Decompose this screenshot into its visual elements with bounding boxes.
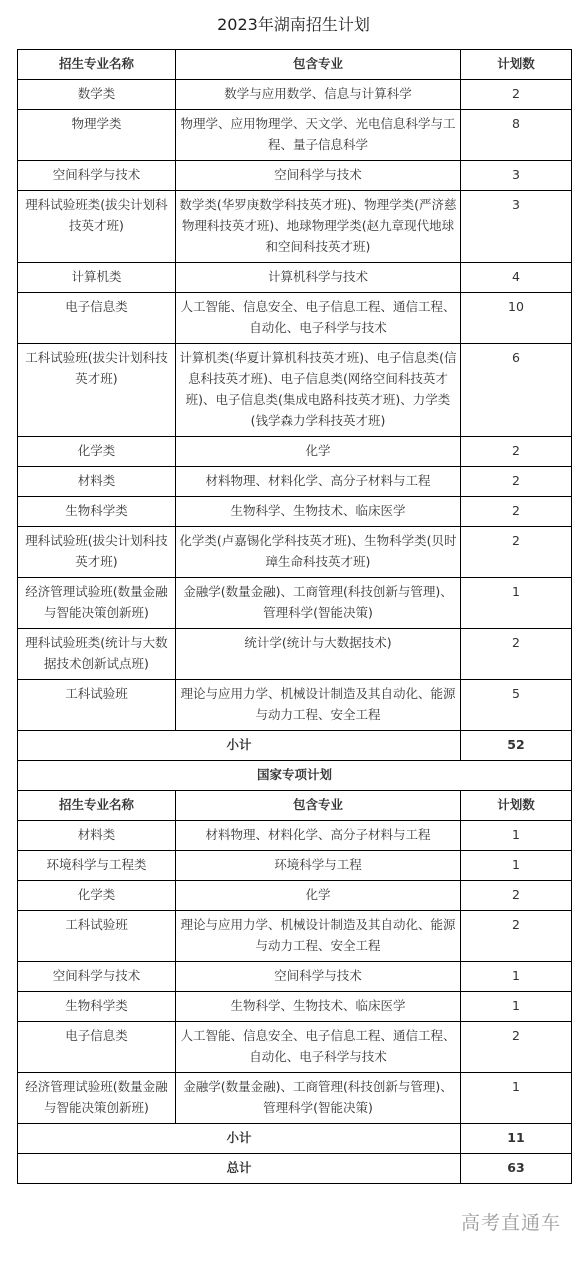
table-row — [18, 161, 572, 191]
plan-count: 8 — [461, 110, 572, 161]
header-name: 招生专业名称 — [18, 791, 176, 821]
plan-count: 2 — [461, 467, 572, 497]
plan-count: 2 — [461, 1022, 572, 1073]
table-row — [18, 344, 572, 437]
table-row — [18, 1073, 572, 1124]
plan-count: 2 — [461, 527, 572, 578]
table-row — [18, 992, 572, 1022]
subtotal-row-special — [18, 1124, 572, 1154]
table-row — [18, 191, 572, 263]
included-majors: 理论与应用力学、机械设计制造及其自动化、能源与动力工程、安全工程 — [176, 911, 461, 962]
plan-count: 2 — [461, 437, 572, 467]
program-name: 化学类 — [18, 881, 176, 911]
total-row-value: 63 — [461, 1154, 572, 1184]
program-name: 生物科学类 — [18, 992, 176, 1022]
included-majors: 数学类(华罗庚数学科技英才班)、物理学类(严济慈物理科技英才班)、地球物理学类(赵九章现代地球和空间科技英才班) — [176, 191, 461, 263]
program-name: 计算机类 — [18, 263, 176, 293]
enrollment-plan-table — [17, 49, 572, 1184]
subtotal-row — [18, 731, 572, 761]
program-name: 经济管理试验班(数量金融与智能决策创新班) — [18, 578, 176, 629]
program-name: 理科试验班类(统计与大数据技术创新试点班) — [18, 629, 176, 680]
plan-count: 3 — [461, 161, 572, 191]
program-name: 工科试验班 — [18, 680, 176, 731]
program-name: 材料类 — [18, 821, 176, 851]
plan-count: 1 — [461, 962, 572, 992]
table-row — [18, 911, 572, 962]
header-name: 招生专业名称 — [18, 50, 176, 80]
plan-count: 3 — [461, 191, 572, 263]
program-name: 工科试验班(拔尖计划科技英才班) — [18, 344, 176, 437]
program-name: 电子信息类 — [18, 293, 176, 344]
included-majors: 生物科学、生物技术、临床医学 — [176, 992, 461, 1022]
plan-count: 5 — [461, 680, 572, 731]
table-row — [18, 263, 572, 293]
plan-count: 1 — [461, 1073, 572, 1124]
program-name: 环境科学与工程类 — [18, 851, 176, 881]
included-majors: 人工智能、信息安全、电子信息工程、通信工程、自动化、电子科学与技术 — [176, 1022, 461, 1073]
plan-count: 1 — [461, 578, 572, 629]
page-title: 2023年湖南招生计划 — [217, 15, 370, 34]
watermark: 高考直通车 — [460, 1212, 561, 1234]
table-row — [18, 680, 572, 731]
section-title-row — [18, 761, 572, 791]
table-row — [18, 1022, 572, 1073]
included-majors: 环境科学与工程 — [176, 851, 461, 881]
included-majors: 化学类(卢嘉锡化学科技英才班)、生物科学类(贝时璋生命科技英才班) — [176, 527, 461, 578]
included-majors: 计算机科学与技术 — [176, 263, 461, 293]
plan-count: 4 — [461, 263, 572, 293]
table-row — [18, 437, 572, 467]
included-majors: 金融学(数量金融)、工商管理(科技创新与管理)、管理科学(智能决策) — [176, 578, 461, 629]
plan-count: 2 — [461, 911, 572, 962]
table-row — [18, 881, 572, 911]
included-majors: 化学 — [176, 881, 461, 911]
program-name: 生物科学类 — [18, 497, 176, 527]
section-title: 国家专项计划 — [18, 761, 572, 791]
program-name: 数学类 — [18, 80, 176, 110]
subtotal-row-special-label: 小计 — [18, 1124, 461, 1154]
subtotal-row-value: 52 — [461, 731, 572, 761]
included-majors: 人工智能、信息安全、电子信息工程、通信工程、自动化、电子科学与技术 — [176, 293, 461, 344]
included-majors: 计算机类(华夏计算机科技英才班)、电子信息类(信息科技英才班)、电子信息类(网络空间科技英才班)、电子信息类(集成电路科技英才班)、力学类(钱学森力学科技英才班) — [176, 344, 461, 437]
program-name: 空间科学与技术 — [18, 161, 176, 191]
table-body — [18, 50, 572, 1184]
header-majors: 包含专业 — [176, 50, 461, 80]
included-majors: 金融学(数量金融)、工商管理(科技创新与管理)、管理科学(智能决策) — [176, 1073, 461, 1124]
included-majors: 统计学(统计与大数据技术) — [176, 629, 461, 680]
table-row — [18, 80, 572, 110]
program-name: 空间科学与技术 — [18, 962, 176, 992]
table-row — [18, 467, 572, 497]
table-row — [18, 110, 572, 161]
included-majors: 材料物理、材料化学、高分子材料与工程 — [176, 467, 461, 497]
program-name: 经济管理试验班(数量金融与智能决策创新班) — [18, 1073, 176, 1124]
table-row — [18, 821, 572, 851]
table-row — [18, 851, 572, 881]
included-majors: 生物科学、生物技术、临床医学 — [176, 497, 461, 527]
subtotal-row-special-value: 11 — [461, 1124, 572, 1154]
header-count: 计划数 — [461, 791, 572, 821]
included-majors: 材料物理、材料化学、高分子材料与工程 — [176, 821, 461, 851]
header-row — [18, 50, 572, 80]
included-majors: 空间科学与技术 — [176, 161, 461, 191]
table-row — [18, 293, 572, 344]
table-row — [18, 962, 572, 992]
program-name: 理科试验班(拔尖计划科技英才班) — [18, 527, 176, 578]
header-count: 计划数 — [461, 50, 572, 80]
plan-count: 2 — [461, 629, 572, 680]
total-row-label: 总计 — [18, 1154, 461, 1184]
table-row — [18, 497, 572, 527]
plan-count: 1 — [461, 992, 572, 1022]
table-row — [18, 578, 572, 629]
table-row — [18, 527, 572, 578]
header-majors: 包含专业 — [176, 791, 461, 821]
plan-count: 2 — [461, 497, 572, 527]
header-row — [18, 791, 572, 821]
plan-count: 6 — [461, 344, 572, 437]
plan-count: 2 — [461, 881, 572, 911]
table-row — [18, 629, 572, 680]
included-majors: 化学 — [176, 437, 461, 467]
included-majors: 理论与应用力学、机械设计制造及其自动化、能源与动力工程、安全工程 — [176, 680, 461, 731]
plan-count: 2 — [461, 80, 572, 110]
program-name: 理科试验班类(拔尖计划科技英才班) — [18, 191, 176, 263]
included-majors: 空间科学与技术 — [176, 962, 461, 992]
subtotal-row-label: 小计 — [18, 731, 461, 761]
program-name: 电子信息类 — [18, 1022, 176, 1073]
plan-count: 1 — [461, 821, 572, 851]
plan-count: 10 — [461, 293, 572, 344]
plan-count: 1 — [461, 851, 572, 881]
total-row — [18, 1154, 572, 1184]
included-majors: 物理学、应用物理学、天文学、光电信息科学与工程、量子信息科学 — [176, 110, 461, 161]
included-majors: 数学与应用数学、信息与计算科学 — [176, 80, 461, 110]
program-name: 物理学类 — [18, 110, 176, 161]
program-name: 化学类 — [18, 437, 176, 467]
program-name: 材料类 — [18, 467, 176, 497]
program-name: 工科试验班 — [18, 911, 176, 962]
